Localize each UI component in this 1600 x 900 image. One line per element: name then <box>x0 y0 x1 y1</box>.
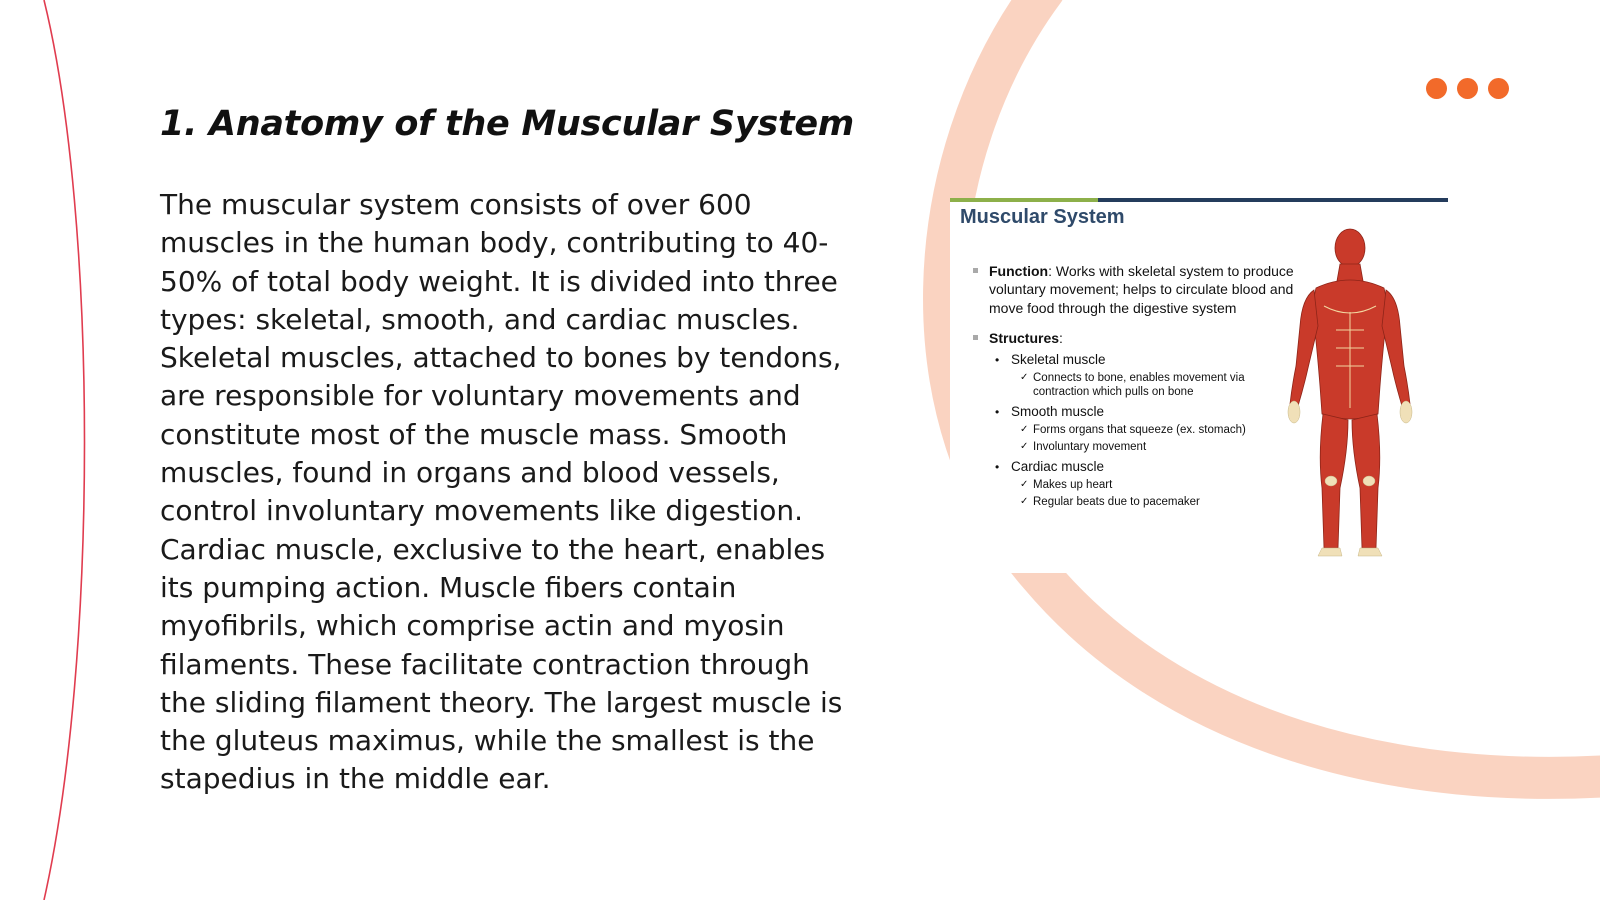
structure-note: ✓ Makes up heart <box>972 478 1302 493</box>
function-text: : Works with skeletal system to produce voluntary movement; helps to circulate blood and move food through the digestive system <box>989 263 1294 316</box>
embedded-slide-title: Muscular System <box>960 206 1125 228</box>
dot-icon <box>1488 78 1509 99</box>
slide-body-text: The muscular system consists of over 600 muscles in the human body, contributing to 40-50% of total body weight. It is divided into three types: skeletal, smooth, and cardiac muscles. Skeletal muscles, attached to bones by tendons, are responsible for voluntary movements and constitute most of the muscle mass. Smooth muscles, found in organs and blood vessels, control involuntary movements like digestion. Cardiac muscle, exclusive to the heart, enables its pumping action. Muscle fibers contain myofibrils, which comprise actin and myosin filaments. These facilitate contraction through the sliding filament theory. The largest muscle is the gluteus maximus, while the smallest is the stapedius in the middle ear. <box>160 188 843 796</box>
bullet-function <box>972 262 1302 317</box>
structure-note: ✓ Forms organs that squeeze (ex. stomach) <box>972 423 1302 438</box>
structures-label: Structures <box>989 330 1060 347</box>
human-muscle-figure-icon <box>1280 226 1420 561</box>
dot-icon <box>1426 78 1447 99</box>
embedded-bullet-list <box>972 262 1302 509</box>
bullet-structures <box>972 329 1302 347</box>
left-curve-line <box>44 0 85 900</box>
embedded-slide-image <box>950 198 1450 573</box>
structure-item: • Cardiac muscle <box>972 458 1302 476</box>
three-dots-decoration <box>1426 78 1509 99</box>
slide-title: 1. Anatomy of the Muscular System <box>160 104 854 144</box>
structure-note: ✓ Regular beats due to pacemaker <box>972 495 1302 510</box>
dot-icon <box>1457 78 1478 99</box>
title-rule-navy <box>1098 198 1448 202</box>
structure-note: ✓ Involuntary movement <box>972 440 1302 455</box>
structure-item: • Skeletal muscle <box>972 351 1302 369</box>
structure-note: ✓ Connects to bone, enables movement via contraction which pulls on bone <box>972 371 1302 401</box>
title-rule-green <box>950 198 1098 202</box>
function-label: Function <box>989 263 1049 279</box>
structure-item: • Smooth muscle <box>972 403 1302 421</box>
structures-suffix: : <box>1059 330 1063 347</box>
